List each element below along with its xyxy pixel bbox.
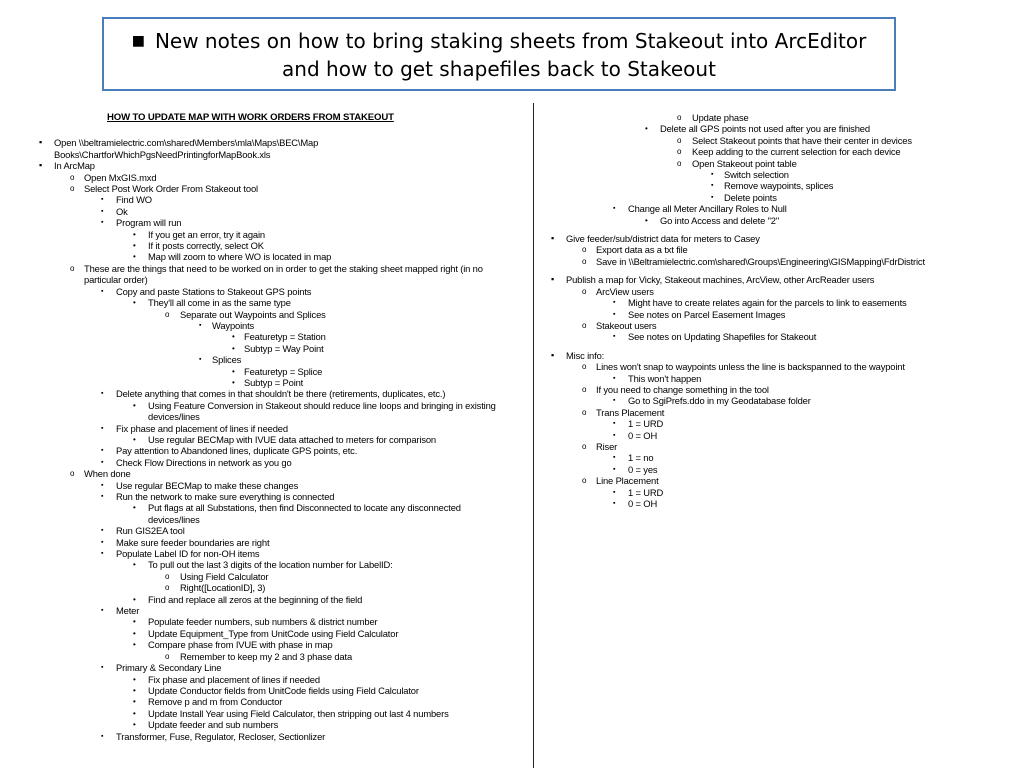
outline-item-text: Update feeder and sub numbers	[148, 719, 279, 731]
outline-item	[548, 256, 1008, 267]
outline-item-text: Delete anything that comes in that shouldn't be there (retirements, duplicates, etc.)	[116, 388, 446, 400]
outline-item-text: Update phase	[692, 112, 749, 123]
outline-item-text: Transformer, Fuse, Regulator, Recloser, Sectionlizer	[116, 730, 326, 742]
bullet-icon: •	[133, 298, 136, 308]
bullet-icon: ▪	[613, 333, 616, 341]
outline-item	[548, 407, 1008, 418]
outline-item-text: Program will run	[116, 217, 182, 229]
bullet-icon: •	[232, 343, 235, 353]
outline-item-text: They'll all come in as the same type	[148, 297, 291, 309]
outline-item	[548, 146, 1008, 157]
outline-item	[548, 384, 1008, 395]
outline-item-text: Open Stakeout point table	[692, 157, 797, 169]
outline-item-text: Find and replace all zeros at the beginning of the field	[148, 593, 363, 605]
outline-item-text: In ArcMap	[54, 160, 95, 172]
outline-item	[548, 158, 1008, 169]
outline-item-text: Use regular BECMap with IVUE data attached to meters for comparison	[148, 433, 437, 445]
outline-item	[548, 441, 1008, 452]
bullet-icon: ▪	[551, 233, 555, 244]
outline-item-text: Populate Label ID for non-OH items	[116, 548, 260, 560]
outline-item	[548, 123, 1008, 134]
outline-item-text: Featuretyp = Station	[244, 331, 326, 343]
outline-item-text: Subtyp = Point	[244, 376, 304, 388]
bullet-icon: o	[165, 651, 170, 661]
outline-item-text: Stakeout users	[596, 319, 657, 331]
bullet-icon: •	[133, 560, 136, 570]
outline-item-text: Use regular BECMap to make these changes	[116, 479, 299, 491]
outline-item	[36, 548, 508, 559]
outline-item	[548, 430, 1008, 441]
bullet-icon: •	[133, 640, 136, 650]
outline-item-text: Open MxGIS.mxd	[84, 171, 157, 183]
bullet-icon: ▪	[613, 310, 616, 318]
bullet-icon: •	[133, 708, 136, 718]
bullet-icon: ▪	[613, 488, 616, 496]
slide-title-line-2: and how to get shapefiles back to Stakeout	[282, 57, 716, 81]
bullet-icon: ▪	[613, 397, 616, 405]
outline-item	[548, 274, 1008, 285]
outline-item-text: See notes on Parcel Easement Images	[628, 308, 786, 320]
outline-item	[548, 452, 1008, 463]
outline-item-text: Export data as a txt file	[596, 244, 688, 256]
bullet-icon: ▪	[711, 171, 714, 179]
outline-item-text: 1 = URD	[628, 418, 664, 430]
outline-item	[36, 331, 508, 342]
outline-item-text: 0 = yes	[628, 463, 658, 475]
outline-item-text: Trans Placement	[596, 406, 665, 418]
outline-item	[548, 498, 1008, 509]
bullet-icon: •	[133, 434, 136, 444]
bullet-icon: •	[133, 628, 136, 638]
outline-item-text: Run GIS2EA tool	[116, 525, 185, 537]
bullet-icon: •	[133, 400, 136, 410]
outline-item-text: Riser	[596, 440, 618, 452]
outline-item-text: Remember to keep my 2 and 3 phase data	[180, 650, 353, 662]
outline-item	[36, 571, 508, 582]
outline-item	[548, 309, 1008, 320]
bullet-icon: ▪	[711, 193, 714, 201]
outline-item	[36, 468, 508, 479]
slide-title-line-1	[104, 27, 894, 55]
bullet-icon: ▪	[101, 447, 104, 455]
outline-item-text: Keep adding to the current selection for each device	[692, 146, 901, 158]
outline-item-text: 1 = no	[628, 452, 654, 464]
outline-item-text: Primary & Secondary Line	[116, 662, 222, 674]
outline-item-text: See notes on Updating Shapefiles for Stakeout	[628, 331, 817, 343]
outline-item	[36, 685, 508, 696]
outline-item	[548, 286, 1008, 297]
bullet-icon: ▪	[101, 219, 104, 227]
bullet-icon: o	[165, 571, 170, 581]
outline-item-text: Ok	[116, 205, 128, 217]
bullet-icon: o	[677, 113, 682, 122]
outline-item-text: If you need to change something in the tool	[596, 383, 769, 395]
bullet-icon: •	[133, 252, 136, 262]
outline-item	[36, 696, 508, 707]
bullet-icon: ▪	[613, 420, 616, 428]
bullet-icon: o	[70, 469, 75, 479]
bullet-icon: •	[133, 594, 136, 604]
bullet-icon: o	[677, 135, 682, 145]
outline-item	[36, 491, 508, 502]
outline-item-text: Save in \\Beltramielectric.com\shared\Groups\Engineering\GISMapping\FdrDistrict	[596, 255, 925, 267]
outline-item	[36, 309, 508, 320]
outline-item	[36, 217, 508, 228]
bullet-icon: ▪	[101, 550, 104, 558]
bullet-icon: ▪	[199, 356, 202, 364]
document-right-column	[548, 112, 1008, 509]
bullet-icon: ▪	[551, 274, 555, 285]
right-outline-list	[548, 112, 1008, 509]
outline-item-text: When done	[84, 468, 131, 480]
outline-item-text: Open \\beltramielectric.com\shared\Members\mla\Maps\BEC\Map Books\ChartforWhichPgsNeedPrintingforMapBook.xls	[54, 137, 319, 160]
bullet-icon: ▪	[101, 207, 104, 215]
outline-item-text: Compare phase from IVUE with phase in map	[148, 639, 333, 651]
outline-item-text: Fix phase and placement of lines if needed	[116, 422, 288, 434]
bullet-icon: o	[582, 362, 587, 372]
bullet-icon: o	[165, 309, 170, 319]
bullet-icon: ▪	[101, 527, 104, 535]
bullet-icon: ▪	[101, 664, 104, 672]
outline-item-text: Run the network to make sure everything is connected	[116, 491, 335, 502]
bullet-icon: ▪	[101, 424, 104, 432]
outline-item	[548, 350, 1008, 361]
outline-item	[548, 233, 1008, 244]
left-outline-list	[36, 137, 508, 742]
outline-item-text: Lines won't snap to waypoints unless the line is backspanned to the waypoint	[596, 361, 905, 373]
outline-item	[548, 487, 1008, 498]
outline-item	[36, 639, 508, 650]
outline-item	[548, 475, 1008, 486]
outline-item	[36, 616, 508, 627]
outline-item	[36, 297, 508, 308]
outline-item-text: Update Conductor fields from UnitCode fields using Field Calculator	[148, 684, 419, 696]
outline-item	[548, 135, 1008, 146]
outline-item	[548, 331, 1008, 342]
outline-item	[36, 708, 508, 719]
outline-item	[36, 605, 508, 616]
outline-item-text: Go into Access and delete "2"	[660, 214, 780, 226]
outline-item	[36, 206, 508, 217]
document-title: HOW TO UPDATE MAP WITH WORK ORDERS FROM STAKEOUT	[107, 112, 394, 123]
outline-item	[548, 464, 1008, 475]
outline-item	[548, 244, 1008, 255]
outline-item-text: Subtyp = Way Point	[244, 342, 324, 354]
outline-item-text: Delete points	[724, 191, 777, 203]
outline-item	[36, 480, 508, 491]
bullet-icon: o	[677, 158, 682, 168]
outline-item-text: Make sure feeder boundaries are right	[116, 536, 270, 548]
bullet-icon: •	[232, 366, 235, 376]
bullet-icon: o	[677, 147, 682, 157]
bullet-icon: o	[70, 184, 75, 194]
bullet-icon: o	[582, 384, 587, 394]
outline-item-text: If it posts correctly, select OK	[148, 240, 264, 252]
bullet-icon: •	[133, 685, 136, 695]
bullet-icon: o	[582, 245, 587, 255]
outline-item-text: Splices	[212, 354, 242, 366]
outline-item	[36, 662, 508, 673]
bullet-icon: •	[133, 697, 136, 707]
slide-title-text-1: New notes on how to bring staking sheets from Stakeout into ArcEditor	[154, 29, 867, 53]
outline-item	[548, 203, 1008, 214]
outline-item	[548, 180, 1008, 191]
outline-item-text: Publish a map for Vicky, Stakeout machines, ArcView, other ArcReader users	[566, 274, 875, 286]
outline-item-text: Using Field Calculator	[180, 570, 269, 582]
section-gap	[548, 226, 1008, 233]
outline-item-text: Give feeder/sub/district data for meters to Casey	[566, 233, 760, 245]
bullet-icon: o	[582, 476, 587, 486]
bullet-icon: ▪	[101, 458, 104, 466]
outline-item-text: 0 = OH	[628, 429, 658, 441]
outline-item-text: Remove p and m from Conductor	[148, 696, 283, 708]
bullet-icon: •	[133, 720, 136, 730]
bullet-icon: o	[165, 583, 170, 593]
outline-item	[548, 361, 1008, 372]
outline-item-text: To pull out the last 3 digits of the location number for LabelID:	[148, 559, 393, 571]
outline-item-text: Update Install Year using Field Calculator, then stripping out last 4 numbers	[148, 707, 449, 719]
outline-item-text: ArcView users	[596, 285, 654, 297]
bullet-icon: o	[70, 172, 75, 182]
square-bullet-icon: ■	[131, 33, 145, 49]
outline-item	[36, 731, 508, 742]
outline-item-text: Select Stakeout points that have their center in devices	[692, 134, 912, 146]
bullet-icon: ▪	[101, 481, 104, 489]
outline-item-text: Meter	[116, 605, 140, 617]
outline-item	[36, 377, 508, 388]
section-gap	[548, 343, 1008, 350]
bullet-icon: o	[70, 263, 75, 273]
bullet-icon: ▪	[101, 538, 104, 546]
outline-item	[36, 502, 508, 525]
bullet-icon: •	[133, 241, 136, 251]
bullet-icon: ▪	[613, 431, 616, 439]
outline-item-text: Misc info:	[566, 349, 605, 361]
outline-item	[36, 582, 508, 593]
outline-item	[548, 169, 1008, 180]
outline-item-text: Populate feeder numbers, sub numbers & district number	[148, 616, 378, 628]
outline-item	[548, 112, 1008, 123]
bullet-icon: •	[133, 617, 136, 627]
outline-item-text: Separate out Waypoints and Splices	[180, 308, 326, 320]
outline-item-text: This won't happen	[628, 372, 702, 384]
outline-item-text: Remove waypoints, splices	[724, 180, 834, 192]
outline-item	[36, 457, 508, 468]
outline-item-text: Select Post Work Order From Stakeout tool	[84, 183, 258, 195]
outline-item-text: Change all Meter Ancillary Roles to Null	[628, 203, 787, 215]
outline-item-text: Delete all GPS points not used after you are finished	[660, 123, 870, 135]
bullet-icon: •	[645, 215, 648, 225]
outline-item-text: Check Flow Directions in network as you go	[116, 456, 292, 468]
outline-item-text: Put flags at all Substations, then find Disconnected to locate any disconnected devices/lines	[148, 502, 461, 525]
bullet-icon: •	[133, 503, 136, 513]
bullet-icon: ▪	[613, 205, 616, 213]
outline-item	[36, 594, 508, 605]
outline-item	[36, 400, 508, 423]
outline-item-text: Might have to create relates again for the parcels to link to easements	[628, 297, 907, 309]
bullet-icon: ▪	[613, 465, 616, 473]
outline-item	[36, 445, 508, 456]
outline-item-text: Using Feature Conversion in Stakeout should reduce line loops and bringing in existing devices/lines	[148, 399, 496, 423]
outline-item-text: Update Equipment_Type from UnitCode using Field Calculator	[148, 627, 399, 639]
outline-item	[36, 320, 508, 331]
outline-item	[548, 418, 1008, 429]
outline-item	[36, 719, 508, 730]
outline-item	[36, 537, 508, 548]
outline-item-text: 1 = URD	[628, 486, 664, 498]
outline-item	[36, 343, 508, 354]
outline-item-text: 0 = OH	[628, 498, 658, 509]
outline-item	[36, 388, 508, 399]
outline-item	[36, 137, 508, 160]
outline-item	[36, 229, 508, 240]
bullet-icon: ▪	[101, 732, 104, 740]
bullet-icon: •	[232, 377, 235, 387]
outline-item	[36, 354, 508, 365]
bullet-icon: ▪	[101, 287, 104, 295]
bullet-icon: •	[645, 124, 648, 134]
outline-item	[548, 192, 1008, 203]
outline-item	[36, 160, 508, 171]
outline-item	[36, 263, 508, 286]
bullet-icon: ▪	[613, 454, 616, 462]
outline-item-text: Copy and paste Stations to Stakeout GPS points	[116, 285, 312, 297]
outline-item-text: Right([LocationID], 3)	[180, 582, 266, 594]
outline-item	[36, 172, 508, 183]
outline-item	[548, 320, 1008, 331]
bullet-icon: •	[133, 674, 136, 684]
outline-item	[36, 651, 508, 662]
bullet-icon: ▪	[551, 349, 555, 360]
outline-item	[548, 297, 1008, 308]
outline-item-text: Map will zoom to where WO is located in map	[148, 251, 332, 263]
bullet-icon: ▪	[101, 493, 104, 500]
outline-item	[36, 183, 508, 194]
outline-item-text: Fix phase and placement of lines if needed	[148, 673, 320, 685]
outline-item-text: Switch selection	[724, 169, 789, 181]
outline-item	[36, 286, 508, 297]
outline-item-text: Waypoints	[212, 319, 255, 331]
outline-item	[548, 395, 1008, 406]
outline-item-text: Go to SgiPrefs.ddo in my Geodatabase folder	[628, 395, 811, 407]
outline-item-text: These are the things that need to be worked on in order to get the staking sheet mapped right (in no particular order)	[84, 262, 483, 286]
outline-item-text: Featuretyp = Splice	[244, 365, 323, 377]
bullet-icon: o	[582, 407, 587, 417]
bullet-icon: ▪	[613, 500, 616, 507]
bullet-icon: ▪	[101, 390, 104, 398]
bullet-icon: •	[232, 332, 235, 342]
document-left-column	[36, 112, 508, 742]
bullet-icon: ▪	[613, 374, 616, 382]
bullet-icon: o	[582, 320, 587, 330]
outline-item	[36, 674, 508, 685]
bullet-icon: ▪	[613, 299, 616, 307]
bullet-icon: o	[582, 441, 587, 451]
outline-item	[548, 373, 1008, 384]
outline-item	[36, 240, 508, 251]
outline-item-text: Line Placement	[596, 475, 659, 487]
outline-item	[36, 559, 508, 570]
outline-item	[36, 525, 508, 536]
outline-item-text: Find WO	[116, 194, 152, 206]
outline-item	[36, 628, 508, 639]
outline-item-text: Pay attention to Abandoned lines, duplicate GPS points, etc.	[116, 445, 358, 457]
outline-item	[36, 366, 508, 377]
bullet-icon: o	[582, 286, 587, 296]
bullet-icon: ▪	[39, 160, 43, 171]
column-divider	[533, 103, 534, 768]
outline-item	[36, 423, 508, 434]
bullet-icon: ▪	[199, 321, 202, 329]
bullet-icon: ▪	[101, 196, 104, 204]
outline-item-text: If you get an error, try it again	[148, 228, 265, 240]
bullet-icon: •	[133, 229, 136, 239]
bullet-icon: ▪	[101, 607, 104, 615]
bullet-icon: ▪	[39, 137, 43, 148]
bullet-icon: o	[582, 256, 587, 266]
outline-item	[36, 251, 508, 262]
outline-item	[548, 215, 1008, 226]
bullet-icon: ▪	[711, 182, 714, 190]
outline-item	[36, 194, 508, 205]
outline-item	[36, 434, 508, 445]
section-gap	[548, 267, 1008, 274]
slide-title-box	[102, 17, 896, 91]
